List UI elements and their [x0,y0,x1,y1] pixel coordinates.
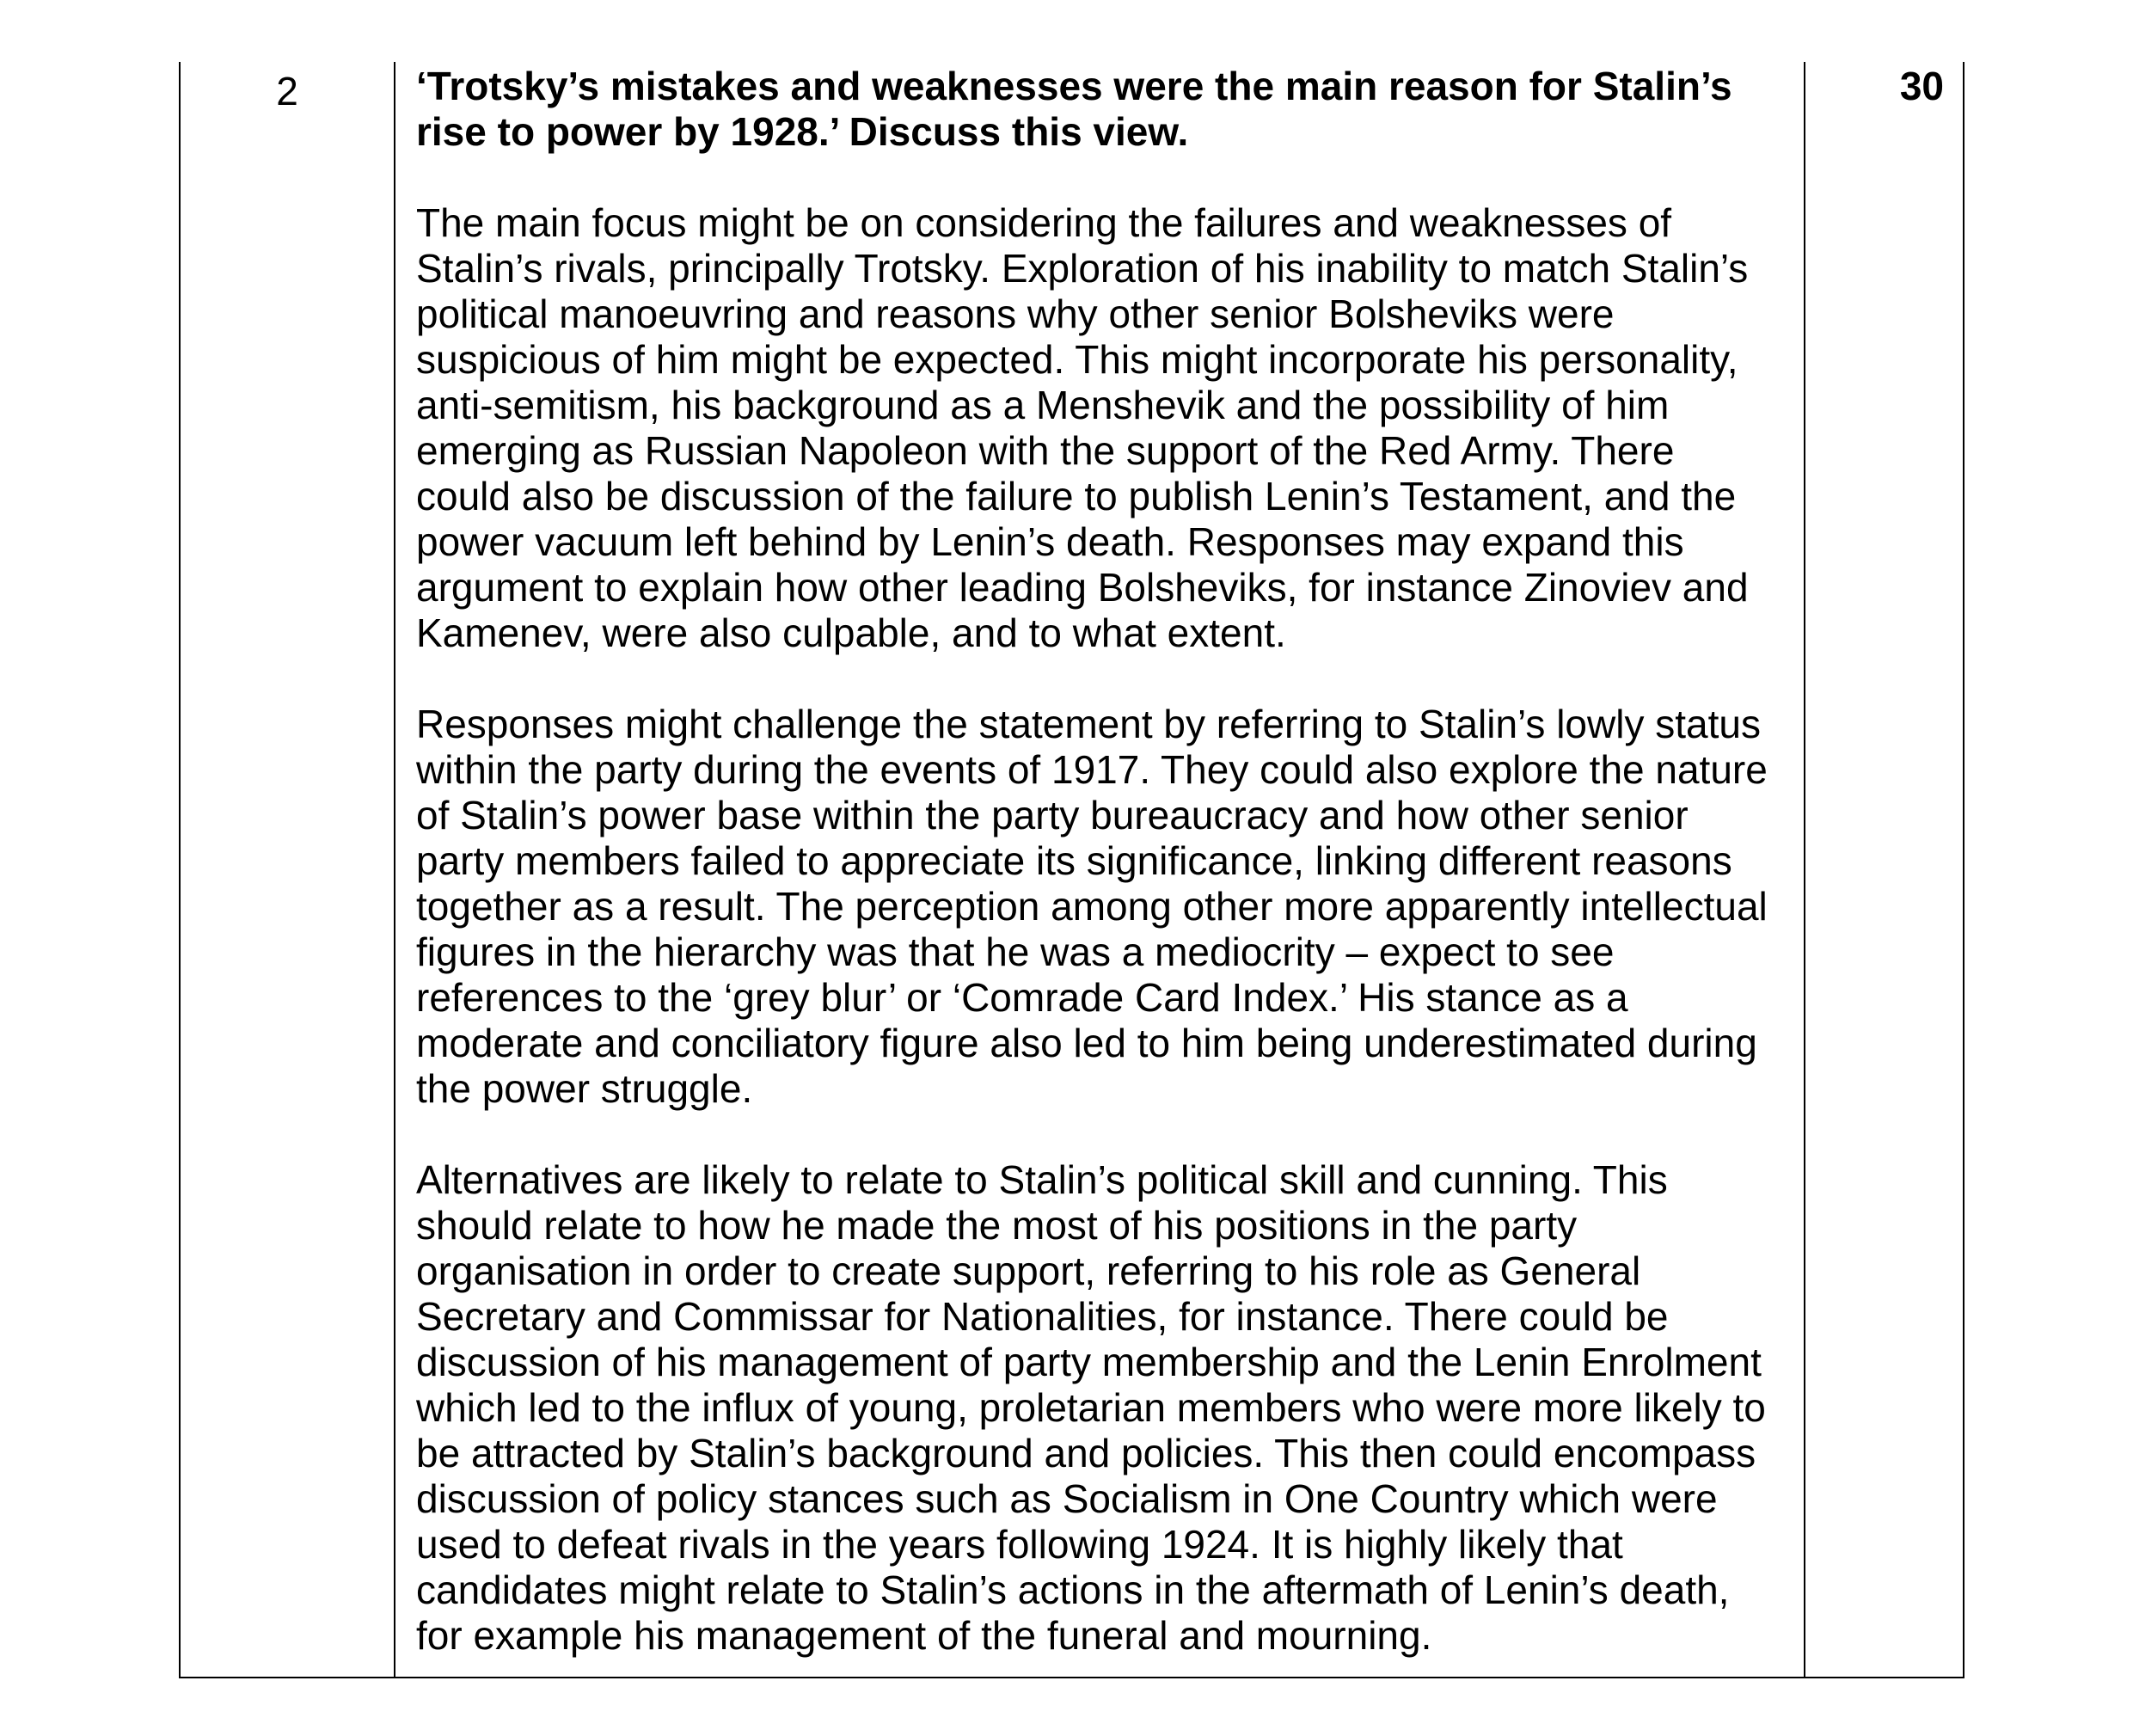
guidance-paragraph-2: Responses might challenge the statement by referring to Stalin’s lowly status within the party during the events of 1917. They could also explore the nature of Stalin’s power base within the party bureaucracy and how other senior party members failed to appreciate its significance, linking different reasons together as a result. The perception among other more apparently intellectual figures in the hierarchy was that he was a mediocrity – expect to see references to the ‘grey blur’ or ‘Comrade Card Index.’ His stance as a moderate and conciliatory figure also led to him being underestimated during the power struggle. [416,702,1768,1111]
column-divider-right [1804,62,1805,1677]
guidance-cell [416,64,1783,1659]
mark-scheme-table [179,62,1964,1678]
question-text: ‘Trotsky’s mistakes and weaknesses were the main reason for Stalin’s rise to power by 1928.’ Discuss this view. [416,64,1732,154]
question-number: 2 [276,69,298,113]
guidance-paragraph-3: Alternatives are likely to relate to Stalin’s political skill and cunning. This should relate to how he made the most of his positions in the party organisation in order to create support, referring to his role as General Secretary and Commissar for Nationalities, for instance. There could be discussion of his management of party membership and the Lenin Enrolment which led to the influx of young, proletarian members who were more likely to be attracted by Stalin’s background and policies. This then could encompass discussion of policy stances such as Socialism in One Country which were used to defeat rivals in the years following 1924. It is highly likely that candidates might relate to Stalin’s actions in the aftermath of Lenin’s death, for example his management of the funeral and mourning. [416,1157,1766,1658]
guidance-paragraph-1: The main focus might be on considering the failures and weaknesses of Stalin’s rivals, principally Trotsky. Exploration of his inability to match Stalin’s political manoeuvring and reasons why other senior Bolsheviks were suspicious of him might be expected. This might incorporate his personality, anti-semitism, his background as a Menshevik and the possibility of him emerging as Russian Napoleon with the support of the Red Army. There could also be discussion of the failure to publish Lenin’s Testament, and the power vacuum left behind by Lenin’s death. Responses may expand this argument to explain how other leading Bolsheviks, for instance Zinoviev and Kamenev, were also culpable, and to what extent. [416,200,1749,655]
column-divider-left [394,62,395,1677]
marks-value: 30 [1899,64,1944,108]
